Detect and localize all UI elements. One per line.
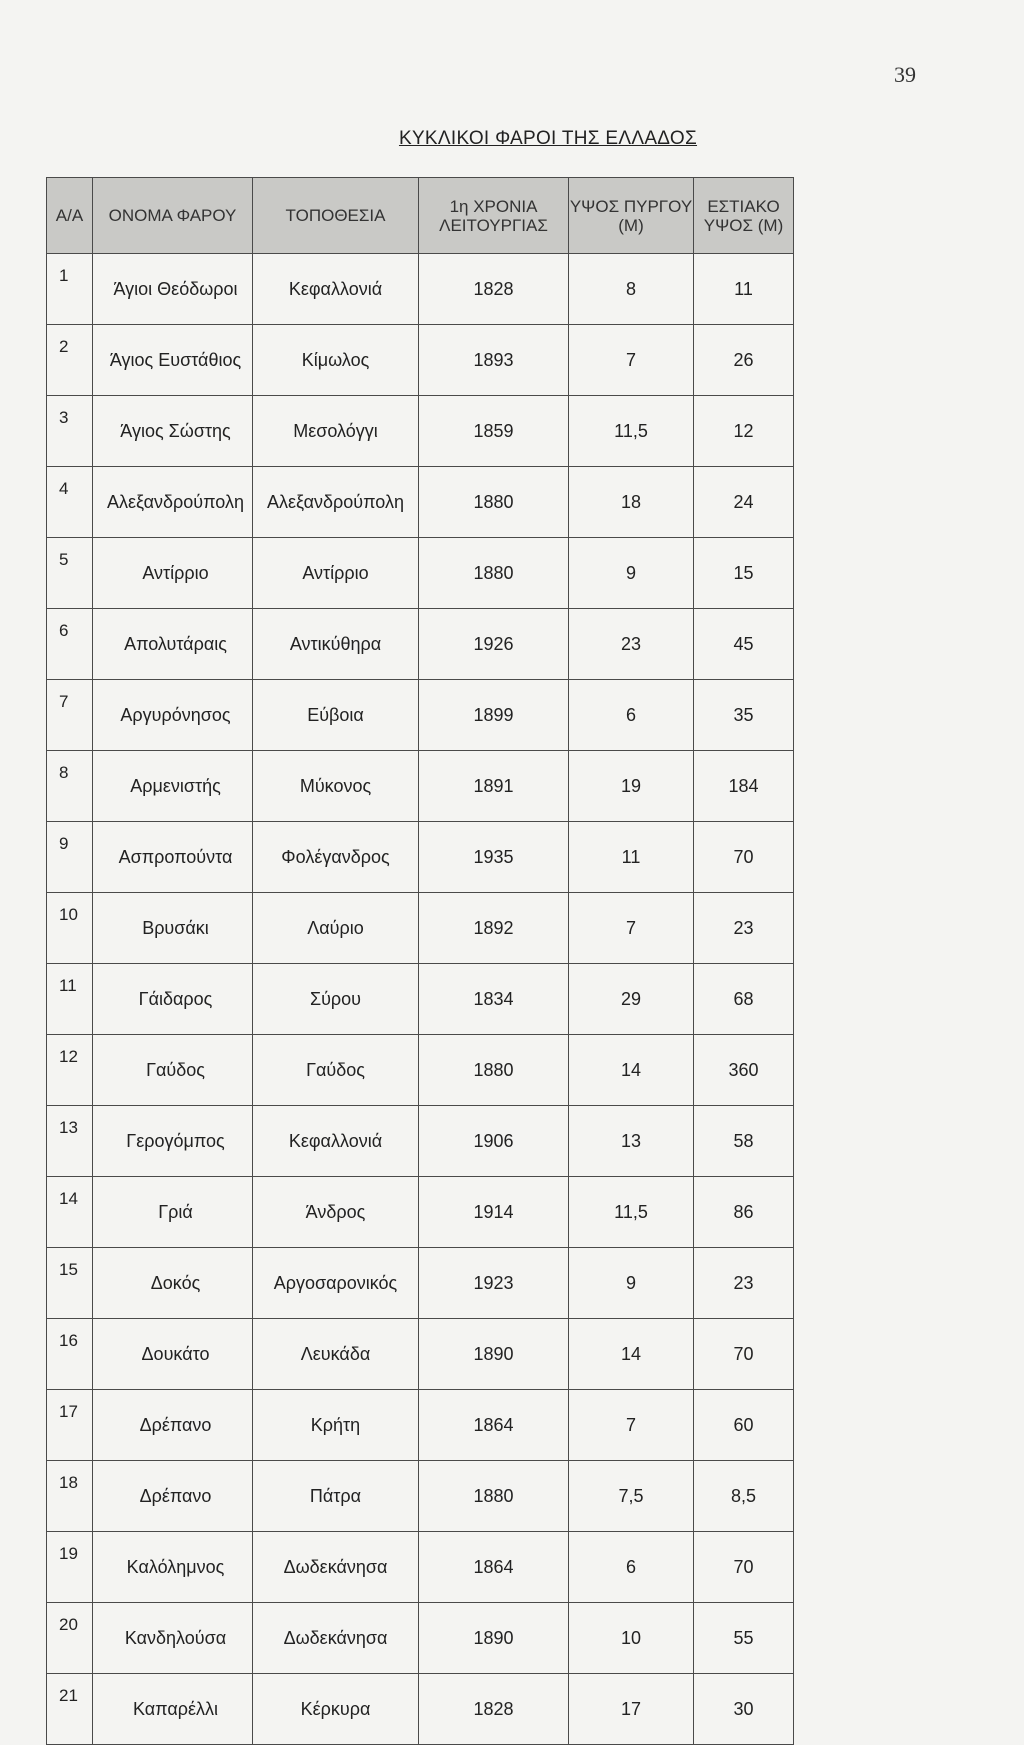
first-year: 1890 (419, 1603, 569, 1674)
table-row (47, 1319, 794, 1390)
first-year: 1864 (419, 1390, 569, 1461)
lighthouse-name: Αντίρριο (93, 538, 253, 609)
focal-height: 23 (694, 1248, 794, 1319)
lighthouse-name: Γάιδαρος (93, 964, 253, 1035)
location: Γαύδος (253, 1035, 419, 1106)
location: Κέρκυρα (253, 1674, 419, 1745)
tower-height: 29 (569, 964, 694, 1035)
focal-height: 70 (694, 1532, 794, 1603)
focal-height: 12 (694, 396, 794, 467)
location: Λαύριο (253, 893, 419, 964)
location: Σύρου (253, 964, 419, 1035)
col-focal-height-header: ΕΣΤΙΑΚΟ ΥΨΟΣ (Μ) (694, 178, 794, 254)
lighthouse-name: Γερογόμπος (93, 1106, 253, 1177)
location: Δωδεκάνησα (253, 1603, 419, 1674)
focal-height: 86 (694, 1177, 794, 1248)
table-row (47, 1390, 794, 1461)
table-row (47, 1461, 794, 1532)
location: Μεσολόγγι (253, 396, 419, 467)
first-year: 1891 (419, 751, 569, 822)
lighthouse-name: Άγιος Ευστάθιος (93, 325, 253, 396)
tower-height: 7 (569, 1390, 694, 1461)
row-number: 11 (47, 964, 93, 1035)
first-year: 1892 (419, 893, 569, 964)
location: Κεφαλλονιά (253, 254, 419, 325)
row-number: 3 (47, 396, 93, 467)
tower-height: 11,5 (569, 396, 694, 467)
location: Μύκονος (253, 751, 419, 822)
location: Άνδρος (253, 1177, 419, 1248)
row-number: 12 (47, 1035, 93, 1106)
tower-height: 18 (569, 467, 694, 538)
lighthouse-name: Δρέπανο (93, 1390, 253, 1461)
table-row (47, 1532, 794, 1603)
focal-height: 58 (694, 1106, 794, 1177)
col-aa-header: Α/Α (47, 178, 93, 254)
row-number: 9 (47, 822, 93, 893)
tower-height: 6 (569, 680, 694, 751)
table-body (47, 254, 794, 1745)
table-row (47, 1248, 794, 1319)
first-year: 1899 (419, 680, 569, 751)
location: Φολέγανδρος (253, 822, 419, 893)
table-row (47, 396, 794, 467)
first-year: 1893 (419, 325, 569, 396)
location: Αντίρριο (253, 538, 419, 609)
first-year: 1859 (419, 396, 569, 467)
location: Δωδεκάνησα (253, 1532, 419, 1603)
tower-height: 13 (569, 1106, 694, 1177)
lighthouse-name: Αργυρόνησος (93, 680, 253, 751)
first-year: 1828 (419, 254, 569, 325)
first-year: 1935 (419, 822, 569, 893)
first-year: 1914 (419, 1177, 569, 1248)
table-row (47, 609, 794, 680)
tower-height: 6 (569, 1532, 694, 1603)
tower-height: 7,5 (569, 1461, 694, 1532)
table-row (47, 254, 794, 325)
first-year: 1880 (419, 538, 569, 609)
location: Λευκάδα (253, 1319, 419, 1390)
location: Κεφαλλονιά (253, 1106, 419, 1177)
row-number: 4 (47, 467, 93, 538)
header-row (47, 178, 794, 254)
row-number: 21 (47, 1674, 93, 1745)
first-year: 1906 (419, 1106, 569, 1177)
table-row (47, 1177, 794, 1248)
lighthouse-name: Δοκός (93, 1248, 253, 1319)
row-number: 10 (47, 893, 93, 964)
tower-height: 9 (569, 1248, 694, 1319)
first-year: 1923 (419, 1248, 569, 1319)
table-header (47, 178, 794, 254)
location: Αντικύθηρα (253, 609, 419, 680)
focal-height: 23 (694, 893, 794, 964)
tower-height: 10 (569, 1603, 694, 1674)
tower-height: 14 (569, 1035, 694, 1106)
row-number: 6 (47, 609, 93, 680)
tower-height: 7 (569, 893, 694, 964)
row-number: 2 (47, 325, 93, 396)
lighthouse-name: Δουκάτο (93, 1319, 253, 1390)
focal-height: 55 (694, 1603, 794, 1674)
table-row (47, 1603, 794, 1674)
col-name-header: ΟΝΟΜΑ ΦΑΡΟΥ (93, 178, 253, 254)
first-year: 1890 (419, 1319, 569, 1390)
first-year: 1880 (419, 1035, 569, 1106)
location: Πάτρα (253, 1461, 419, 1532)
lighthouse-name: Κανδηλούσα (93, 1603, 253, 1674)
lighthouse-name: Αλεξανδρούπολη (93, 467, 253, 538)
tower-height: 7 (569, 325, 694, 396)
lighthouse-name: Απολυτάραις (93, 609, 253, 680)
first-year: 1834 (419, 964, 569, 1035)
lighthouse-table (46, 177, 794, 1745)
focal-height: 26 (694, 325, 794, 396)
page-title: ΚΥΚΛΙΚΟΙ ΦΑΡΟΙ ΤΗΣ ΕΛΛΑΔΟΣ (398, 128, 698, 149)
row-number: 17 (47, 1390, 93, 1461)
row-number: 13 (47, 1106, 93, 1177)
table-row (47, 1106, 794, 1177)
row-number: 19 (47, 1532, 93, 1603)
first-year: 1828 (419, 1674, 569, 1745)
row-number: 8 (47, 751, 93, 822)
col-year-header: 1η ΧΡΟΝΙΑ ΛΕΙΤΟΥΡΓΙΑΣ (419, 178, 569, 254)
location: Κίμωλος (253, 325, 419, 396)
row-number: 1 (47, 254, 93, 325)
first-year: 1880 (419, 1461, 569, 1532)
row-number: 18 (47, 1461, 93, 1532)
row-number: 5 (47, 538, 93, 609)
location: Αλεξανδρούπολη (253, 467, 419, 538)
tower-height: 14 (569, 1319, 694, 1390)
focal-height: 360 (694, 1035, 794, 1106)
focal-height: 70 (694, 822, 794, 893)
table-row (47, 964, 794, 1035)
col-location-header: ΤΟΠΟΘΕΣΙΑ (253, 178, 419, 254)
tower-height: 17 (569, 1674, 694, 1745)
focal-height: 15 (694, 538, 794, 609)
lighthouse-name: Βρυσάκι (93, 893, 253, 964)
table-row (47, 893, 794, 964)
first-year: 1880 (419, 467, 569, 538)
tower-height: 23 (569, 609, 694, 680)
table-row (47, 1035, 794, 1106)
col-tower-height-header: ΥΨΟΣ ΠΥΡΓΟΥ (Μ) (569, 178, 694, 254)
lighthouse-name: Αρμενιστής (93, 751, 253, 822)
row-number: 7 (47, 680, 93, 751)
focal-height: 60 (694, 1390, 794, 1461)
focal-height: 30 (694, 1674, 794, 1745)
lighthouse-name: Καλόλημνος (93, 1532, 253, 1603)
lighthouse-name: Γαύδος (93, 1035, 253, 1106)
location: Εύβοια (253, 680, 419, 751)
location: Κρήτη (253, 1390, 419, 1461)
first-year: 1926 (419, 609, 569, 680)
focal-height: 11 (694, 254, 794, 325)
row-number: 15 (47, 1248, 93, 1319)
focal-height: 35 (694, 680, 794, 751)
lighthouse-name: Ασπροπούντα (93, 822, 253, 893)
table-row (47, 751, 794, 822)
row-number: 14 (47, 1177, 93, 1248)
first-year: 1864 (419, 1532, 569, 1603)
table-row (47, 538, 794, 609)
table-row (47, 467, 794, 538)
lighthouse-name: Άγιοι Θεόδωροι (93, 254, 253, 325)
lighthouse-name: Γριά (93, 1177, 253, 1248)
tower-height: 11 (569, 822, 694, 893)
focal-height: 24 (694, 467, 794, 538)
lighthouse-name: Άγιος Σώστης (93, 396, 253, 467)
lighthouse-name: Δρέπανο (93, 1461, 253, 1532)
page-number: 39 (894, 62, 916, 87)
location: Αργοσαρονικός (253, 1248, 419, 1319)
table-row (47, 822, 794, 893)
focal-height: 8,5 (694, 1461, 794, 1532)
row-number: 20 (47, 1603, 93, 1674)
table-row (47, 1674, 794, 1745)
focal-height: 68 (694, 964, 794, 1035)
tower-height: 8 (569, 254, 694, 325)
focal-height: 45 (694, 609, 794, 680)
lighthouse-name: Καπαρέλλι (93, 1674, 253, 1745)
row-number: 16 (47, 1319, 93, 1390)
table-row (47, 325, 794, 396)
tower-height: 9 (569, 538, 694, 609)
tower-height: 11,5 (569, 1177, 694, 1248)
tower-height: 19 (569, 751, 694, 822)
table-row (47, 680, 794, 751)
focal-height: 70 (694, 1319, 794, 1390)
focal-height: 184 (694, 751, 794, 822)
